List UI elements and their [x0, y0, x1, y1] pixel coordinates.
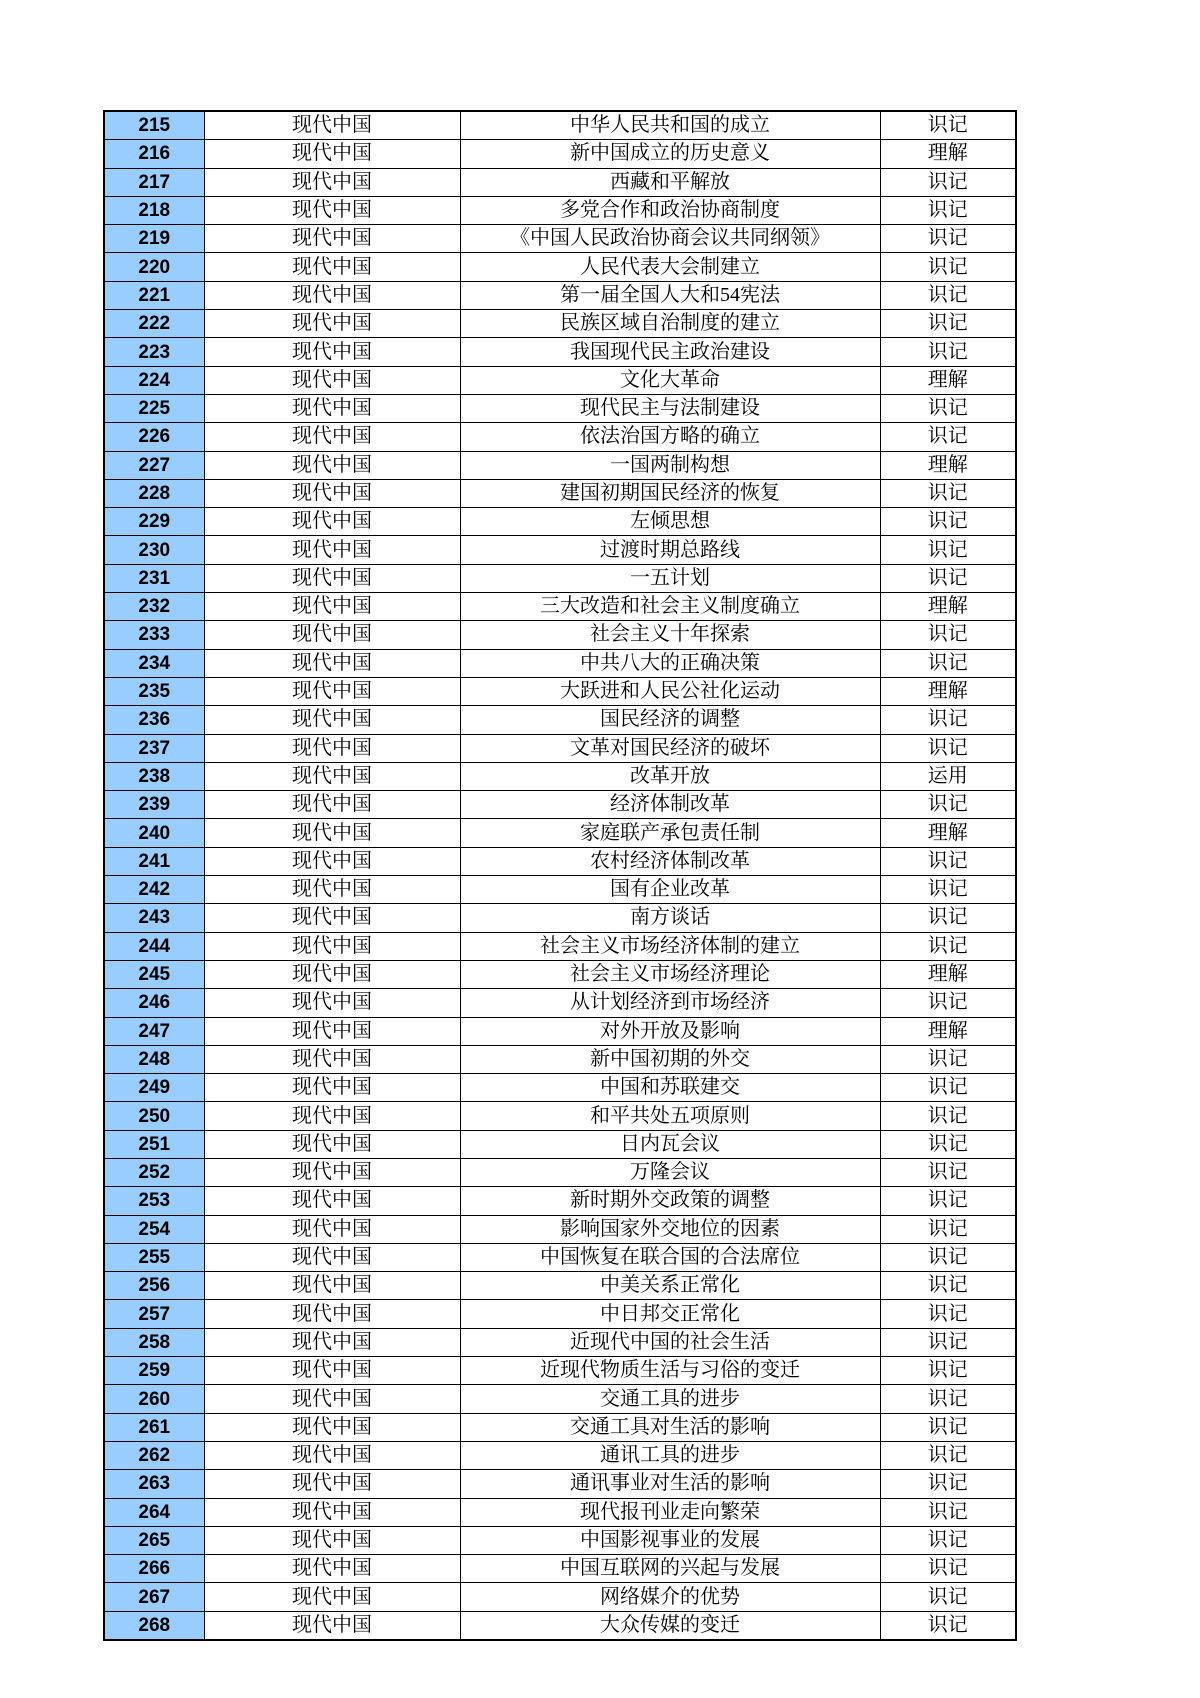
level-cell[interactable]: 识记 — [880, 196, 1016, 224]
topic-cell[interactable]: 西藏和平解放 — [460, 168, 880, 196]
category-cell[interactable]: 现代中国 — [204, 1130, 460, 1158]
row-number-cell[interactable]: 230 — [104, 536, 204, 564]
level-cell[interactable]: 识记 — [880, 1498, 1016, 1526]
topic-cell[interactable]: 左倾思想 — [460, 508, 880, 536]
table-row — [104, 196, 1016, 224]
row-number-cell[interactable]: 219 — [104, 225, 204, 253]
topic-cell[interactable]: 社会主义市场经济体制的建立 — [460, 932, 880, 960]
level-cell[interactable]: 识记 — [880, 621, 1016, 649]
row-number-cell[interactable]: 255 — [104, 1243, 204, 1271]
row-number-cell[interactable]: 246 — [104, 989, 204, 1017]
table-row — [104, 819, 1016, 847]
topic-cell[interactable]: 社会主义十年探索 — [460, 621, 880, 649]
spreadsheet-table — [103, 110, 1017, 1641]
category-cell[interactable]: 现代中国 — [204, 989, 460, 1017]
category-cell[interactable]: 现代中国 — [204, 479, 460, 507]
row-number-cell[interactable]: 218 — [104, 196, 204, 224]
level-cell[interactable]: 识记 — [880, 111, 1016, 140]
level-cell[interactable]: 理解 — [880, 451, 1016, 479]
category-cell[interactable]: 现代中国 — [204, 1583, 460, 1611]
row-number-cell[interactable]: 216 — [104, 140, 204, 168]
row-number-cell[interactable]: 259 — [104, 1357, 204, 1385]
category-cell[interactable]: 现代中国 — [204, 960, 460, 988]
table-row — [104, 225, 1016, 253]
level-cell[interactable]: 识记 — [880, 1130, 1016, 1158]
table-row — [104, 762, 1016, 790]
category-cell[interactable]: 现代中国 — [204, 225, 460, 253]
table-row — [104, 1130, 1016, 1158]
topic-cell[interactable]: 中华人民共和国的成立 — [460, 111, 880, 140]
topic-cell[interactable]: 建国初期国民经济的恢复 — [460, 479, 880, 507]
level-cell[interactable]: 识记 — [880, 1074, 1016, 1102]
level-cell[interactable]: 识记 — [880, 734, 1016, 762]
category-cell[interactable]: 现代中国 — [204, 1187, 460, 1215]
table-row — [104, 847, 1016, 875]
level-cell[interactable]: 识记 — [880, 649, 1016, 677]
row-number-cell[interactable]: 239 — [104, 791, 204, 819]
topic-cell[interactable]: 网络媒介的优势 — [460, 1583, 880, 1611]
table-row — [104, 791, 1016, 819]
category-cell[interactable]: 现代中国 — [204, 536, 460, 564]
level-cell[interactable]: 理解 — [880, 366, 1016, 394]
table-row — [104, 140, 1016, 168]
level-cell[interactable]: 识记 — [880, 253, 1016, 281]
category-cell[interactable]: 现代中国 — [204, 847, 460, 875]
category-cell[interactable]: 现代中国 — [204, 1272, 460, 1300]
level-cell[interactable]: 识记 — [880, 706, 1016, 734]
topic-cell[interactable]: 农村经济体制改革 — [460, 847, 880, 875]
topic-cell[interactable]: 新中国成立的历史意义 — [460, 140, 880, 168]
topic-cell[interactable]: 中共八大的正确决策 — [460, 649, 880, 677]
table-row — [104, 1102, 1016, 1130]
row-number-cell[interactable]: 258 — [104, 1328, 204, 1356]
table-row — [104, 394, 1016, 422]
topic-cell[interactable]: 万隆会议 — [460, 1158, 880, 1186]
table-row — [104, 677, 1016, 705]
row-number-cell[interactable]: 253 — [104, 1187, 204, 1215]
category-cell[interactable]: 现代中国 — [204, 451, 460, 479]
row-number-cell[interactable]: 265 — [104, 1526, 204, 1554]
topic-cell[interactable]: 中国影视事业的发展 — [460, 1526, 880, 1554]
table-row — [104, 1385, 1016, 1413]
category-cell[interactable]: 现代中国 — [204, 1385, 460, 1413]
level-cell[interactable]: 识记 — [880, 876, 1016, 904]
row-number-cell[interactable]: 225 — [104, 394, 204, 422]
category-cell[interactable]: 现代中国 — [204, 762, 460, 790]
table-row — [104, 734, 1016, 762]
row-number-cell[interactable]: 221 — [104, 281, 204, 309]
topic-cell[interactable]: 现代报刊业走向繁荣 — [460, 1498, 880, 1526]
topic-cell[interactable]: 交通工具的进步 — [460, 1385, 880, 1413]
table-row — [104, 1272, 1016, 1300]
category-cell[interactable]: 现代中国 — [204, 281, 460, 309]
level-cell[interactable]: 识记 — [880, 1328, 1016, 1356]
row-number-cell[interactable]: 250 — [104, 1102, 204, 1130]
level-cell[interactable]: 识记 — [880, 989, 1016, 1017]
level-cell[interactable]: 识记 — [880, 394, 1016, 422]
row-number-cell[interactable]: 242 — [104, 876, 204, 904]
table-row — [104, 593, 1016, 621]
topic-cell[interactable]: 一五计划 — [460, 564, 880, 592]
table-row — [104, 1413, 1016, 1441]
row-number-cell[interactable]: 252 — [104, 1158, 204, 1186]
topic-cell[interactable]: 民族区域自治制度的建立 — [460, 310, 880, 338]
row-number-cell[interactable]: 215 — [104, 111, 204, 140]
topic-cell[interactable]: 新时期外交政策的调整 — [460, 1187, 880, 1215]
category-cell[interactable]: 现代中国 — [204, 593, 460, 621]
category-cell[interactable]: 现代中国 — [204, 423, 460, 451]
row-number-cell[interactable]: 263 — [104, 1470, 204, 1498]
category-cell[interactable]: 现代中国 — [204, 253, 460, 281]
row-number-cell[interactable]: 226 — [104, 423, 204, 451]
row-number-cell[interactable]: 249 — [104, 1074, 204, 1102]
table-row — [104, 1187, 1016, 1215]
table-row — [104, 1045, 1016, 1073]
level-cell[interactable]: 识记 — [880, 564, 1016, 592]
topic-cell[interactable]: 人民代表大会制建立 — [460, 253, 880, 281]
row-number-cell[interactable]: 247 — [104, 1017, 204, 1045]
category-cell[interactable]: 现代中国 — [204, 1328, 460, 1356]
topic-cell[interactable]: 近现代中国的社会生活 — [460, 1328, 880, 1356]
category-cell[interactable]: 现代中国 — [204, 1300, 460, 1328]
level-cell[interactable]: 识记 — [880, 1300, 1016, 1328]
topic-cell[interactable]: 大众传媒的变迁 — [460, 1611, 880, 1640]
table-row — [104, 536, 1016, 564]
category-cell[interactable]: 现代中国 — [204, 734, 460, 762]
topic-cell[interactable]: 改革开放 — [460, 762, 880, 790]
category-cell[interactable]: 现代中国 — [204, 366, 460, 394]
level-cell[interactable]: 识记 — [880, 1555, 1016, 1583]
category-cell[interactable]: 现代中国 — [204, 621, 460, 649]
table-row — [104, 1555, 1016, 1583]
level-cell[interactable]: 理解 — [880, 1017, 1016, 1045]
level-cell[interactable]: 理解 — [880, 593, 1016, 621]
table-row — [104, 1498, 1016, 1526]
category-cell[interactable]: 现代中国 — [204, 111, 460, 140]
table-row — [104, 960, 1016, 988]
row-number-cell[interactable]: 234 — [104, 649, 204, 677]
topic-cell[interactable]: 第一届全国人大和54宪法 — [460, 281, 880, 309]
table-row — [104, 1611, 1016, 1640]
level-cell[interactable]: 识记 — [880, 423, 1016, 451]
table-body — [104, 111, 1016, 1640]
row-number-cell[interactable]: 224 — [104, 366, 204, 394]
level-cell[interactable]: 理解 — [880, 819, 1016, 847]
table-row — [104, 564, 1016, 592]
level-cell[interactable]: 理解 — [880, 677, 1016, 705]
topic-cell[interactable]: 我国现代民主政治建设 — [460, 338, 880, 366]
row-number-cell[interactable]: 262 — [104, 1441, 204, 1469]
topic-cell[interactable]: 国民经济的调整 — [460, 706, 880, 734]
topic-cell[interactable]: 交通工具对生活的影响 — [460, 1413, 880, 1441]
table-row — [104, 338, 1016, 366]
row-number-cell[interactable]: 229 — [104, 508, 204, 536]
level-cell[interactable]: 识记 — [880, 1187, 1016, 1215]
topic-cell[interactable]: 国有企业改革 — [460, 876, 880, 904]
table-row — [104, 423, 1016, 451]
row-number-cell[interactable]: 248 — [104, 1045, 204, 1073]
level-cell[interactable]: 识记 — [880, 1385, 1016, 1413]
level-cell[interactable]: 识记 — [880, 1583, 1016, 1611]
row-number-cell[interactable]: 237 — [104, 734, 204, 762]
row-number-cell[interactable]: 256 — [104, 1272, 204, 1300]
topic-cell[interactable]: 通讯工具的进步 — [460, 1441, 880, 1469]
topic-cell[interactable]: 从计划经济到市场经济 — [460, 989, 880, 1017]
table-row — [104, 111, 1016, 140]
level-cell[interactable]: 理解 — [880, 960, 1016, 988]
row-number-cell[interactable]: 260 — [104, 1385, 204, 1413]
row-number-cell[interactable]: 266 — [104, 1555, 204, 1583]
row-number-cell[interactable]: 254 — [104, 1215, 204, 1243]
topic-cell[interactable]: 经济体制改革 — [460, 791, 880, 819]
level-cell[interactable]: 识记 — [880, 791, 1016, 819]
row-number-cell[interactable]: 223 — [104, 338, 204, 366]
category-cell[interactable]: 现代中国 — [204, 1215, 460, 1243]
category-cell[interactable]: 现代中国 — [204, 1158, 460, 1186]
topic-cell[interactable]: 多党合作和政治协商制度 — [460, 196, 880, 224]
category-cell[interactable]: 现代中国 — [204, 168, 460, 196]
table-row — [104, 1300, 1016, 1328]
category-cell[interactable]: 现代中国 — [204, 338, 460, 366]
topic-cell[interactable]: 《中国人民政治协商会议共同纲领》 — [460, 225, 880, 253]
level-cell[interactable]: 识记 — [880, 1413, 1016, 1441]
row-number-cell[interactable]: 233 — [104, 621, 204, 649]
level-cell[interactable]: 识记 — [880, 847, 1016, 875]
level-cell[interactable]: 识记 — [880, 904, 1016, 932]
category-cell[interactable]: 现代中国 — [204, 1017, 460, 1045]
row-number-cell[interactable]: 264 — [104, 1498, 204, 1526]
row-number-cell[interactable]: 267 — [104, 1583, 204, 1611]
level-cell[interactable]: 识记 — [880, 338, 1016, 366]
level-cell[interactable]: 理解 — [880, 140, 1016, 168]
category-cell[interactable]: 现代中国 — [204, 649, 460, 677]
level-cell[interactable]: 识记 — [880, 1526, 1016, 1554]
topic-cell[interactable]: 中日邦交正常化 — [460, 1300, 880, 1328]
category-cell[interactable]: 现代中国 — [204, 791, 460, 819]
row-number-cell[interactable]: 238 — [104, 762, 204, 790]
level-cell[interactable]: 识记 — [880, 281, 1016, 309]
level-cell[interactable]: 识记 — [880, 1045, 1016, 1073]
topic-cell[interactable]: 影响国家外交地位的因素 — [460, 1215, 880, 1243]
category-cell[interactable]: 现代中国 — [204, 310, 460, 338]
table-row — [104, 451, 1016, 479]
category-cell[interactable]: 现代中国 — [204, 564, 460, 592]
table-row — [104, 989, 1016, 1017]
category-cell[interactable]: 现代中国 — [204, 394, 460, 422]
category-cell[interactable]: 现代中国 — [204, 876, 460, 904]
table-row — [104, 253, 1016, 281]
row-number-cell[interactable]: 231 — [104, 564, 204, 592]
row-number-cell[interactable]: 220 — [104, 253, 204, 281]
row-number-cell[interactable]: 240 — [104, 819, 204, 847]
level-cell[interactable]: 识记 — [880, 310, 1016, 338]
level-cell[interactable]: 识记 — [880, 479, 1016, 507]
category-cell[interactable]: 现代中国 — [204, 1045, 460, 1073]
row-number-cell[interactable]: 232 — [104, 593, 204, 621]
table-row — [104, 621, 1016, 649]
topic-cell[interactable]: 大跃进和人民公社化运动 — [460, 677, 880, 705]
category-cell[interactable]: 现代中国 — [204, 1102, 460, 1130]
category-cell[interactable]: 现代中国 — [204, 706, 460, 734]
topic-cell[interactable]: 和平共处五项原则 — [460, 1102, 880, 1130]
row-number-cell[interactable]: 227 — [104, 451, 204, 479]
row-number-cell[interactable]: 244 — [104, 932, 204, 960]
row-number-cell[interactable]: 235 — [104, 677, 204, 705]
table-row — [104, 310, 1016, 338]
category-cell[interactable]: 现代中国 — [204, 1470, 460, 1498]
row-number-cell[interactable]: 268 — [104, 1611, 204, 1640]
category-cell[interactable]: 现代中国 — [204, 1243, 460, 1271]
topic-cell[interactable]: 通讯事业对生活的影响 — [460, 1470, 880, 1498]
category-cell[interactable]: 现代中国 — [204, 1611, 460, 1640]
level-cell[interactable]: 识记 — [880, 225, 1016, 253]
level-cell[interactable]: 运用 — [880, 762, 1016, 790]
row-number-cell[interactable]: 236 — [104, 706, 204, 734]
topic-cell[interactable]: 中国和苏联建交 — [460, 1074, 880, 1102]
level-cell[interactable]: 识记 — [880, 1215, 1016, 1243]
table-row — [104, 1243, 1016, 1271]
table-row — [104, 1158, 1016, 1186]
row-number-cell[interactable]: 257 — [104, 1300, 204, 1328]
topic-cell[interactable]: 南方谈话 — [460, 904, 880, 932]
table-row — [104, 1583, 1016, 1611]
category-cell[interactable]: 现代中国 — [204, 1526, 460, 1554]
row-number-cell[interactable]: 245 — [104, 960, 204, 988]
category-cell[interactable]: 现代中国 — [204, 677, 460, 705]
table-row — [104, 1017, 1016, 1045]
category-cell[interactable]: 现代中国 — [204, 1555, 460, 1583]
row-number-cell[interactable]: 261 — [104, 1413, 204, 1441]
topic-cell[interactable]: 三大改造和社会主义制度确立 — [460, 593, 880, 621]
level-cell[interactable]: 识记 — [880, 1158, 1016, 1186]
topic-cell[interactable]: 一国两制构想 — [460, 451, 880, 479]
row-number-cell[interactable]: 217 — [104, 168, 204, 196]
table-row — [104, 366, 1016, 394]
topic-cell[interactable]: 中国恢复在联合国的合法席位 — [460, 1243, 880, 1271]
table-row — [104, 1441, 1016, 1469]
topic-cell[interactable]: 社会主义市场经济理论 — [460, 960, 880, 988]
topic-cell[interactable]: 近现代物质生活与习俗的变迁 — [460, 1357, 880, 1385]
table-row — [104, 281, 1016, 309]
table-row — [104, 706, 1016, 734]
table-row — [104, 932, 1016, 960]
table-row — [104, 1470, 1016, 1498]
level-cell[interactable]: 识记 — [880, 168, 1016, 196]
level-cell[interactable]: 识记 — [880, 932, 1016, 960]
level-cell[interactable]: 识记 — [880, 1272, 1016, 1300]
table-row — [104, 876, 1016, 904]
category-cell[interactable]: 现代中国 — [204, 904, 460, 932]
category-cell[interactable]: 现代中国 — [204, 196, 460, 224]
table-row — [104, 1357, 1016, 1385]
row-number-cell[interactable]: 222 — [104, 310, 204, 338]
topic-cell[interactable]: 对外开放及影响 — [460, 1017, 880, 1045]
table-row — [104, 479, 1016, 507]
topic-cell[interactable]: 家庭联产承包责任制 — [460, 819, 880, 847]
topic-cell[interactable]: 现代民主与法制建设 — [460, 394, 880, 422]
table-row — [104, 1328, 1016, 1356]
row-number-cell[interactable]: 251 — [104, 1130, 204, 1158]
topic-cell[interactable]: 过渡时期总路线 — [460, 536, 880, 564]
level-cell[interactable]: 识记 — [880, 536, 1016, 564]
category-cell[interactable]: 现代中国 — [204, 819, 460, 847]
table-row — [104, 1215, 1016, 1243]
topic-cell[interactable]: 新中国初期的外交 — [460, 1045, 880, 1073]
row-number-cell[interactable]: 243 — [104, 904, 204, 932]
level-cell[interactable]: 识记 — [880, 1357, 1016, 1385]
level-cell[interactable]: 识记 — [880, 1441, 1016, 1469]
topic-cell[interactable]: 依法治国方略的确立 — [460, 423, 880, 451]
row-number-cell[interactable]: 228 — [104, 479, 204, 507]
topic-cell[interactable]: 中国互联网的兴起与发展 — [460, 1555, 880, 1583]
level-cell[interactable]: 识记 — [880, 508, 1016, 536]
table-row — [104, 1526, 1016, 1554]
topic-cell[interactable]: 中美关系正常化 — [460, 1272, 880, 1300]
table-row — [104, 904, 1016, 932]
topic-cell[interactable]: 文革对国民经济的破坏 — [460, 734, 880, 762]
table-row — [104, 1074, 1016, 1102]
topic-cell[interactable]: 日内瓦会议 — [460, 1130, 880, 1158]
row-number-cell[interactable]: 241 — [104, 847, 204, 875]
category-cell[interactable]: 现代中国 — [204, 140, 460, 168]
topic-cell[interactable]: 文化大革命 — [460, 366, 880, 394]
category-cell[interactable]: 现代中国 — [204, 1357, 460, 1385]
category-cell[interactable]: 现代中国 — [204, 1074, 460, 1102]
category-cell[interactable]: 现代中国 — [204, 1441, 460, 1469]
category-cell[interactable]: 现代中国 — [204, 1413, 460, 1441]
table-row — [104, 649, 1016, 677]
table-row — [104, 168, 1016, 196]
level-cell[interactable]: 识记 — [880, 1102, 1016, 1130]
table-row — [104, 508, 1016, 536]
level-cell[interactable]: 识记 — [880, 1470, 1016, 1498]
category-cell[interactable]: 现代中国 — [204, 508, 460, 536]
category-cell[interactable]: 现代中国 — [204, 932, 460, 960]
level-cell[interactable]: 识记 — [880, 1243, 1016, 1271]
level-cell[interactable]: 识记 — [880, 1611, 1016, 1640]
category-cell[interactable]: 现代中国 — [204, 1498, 460, 1526]
